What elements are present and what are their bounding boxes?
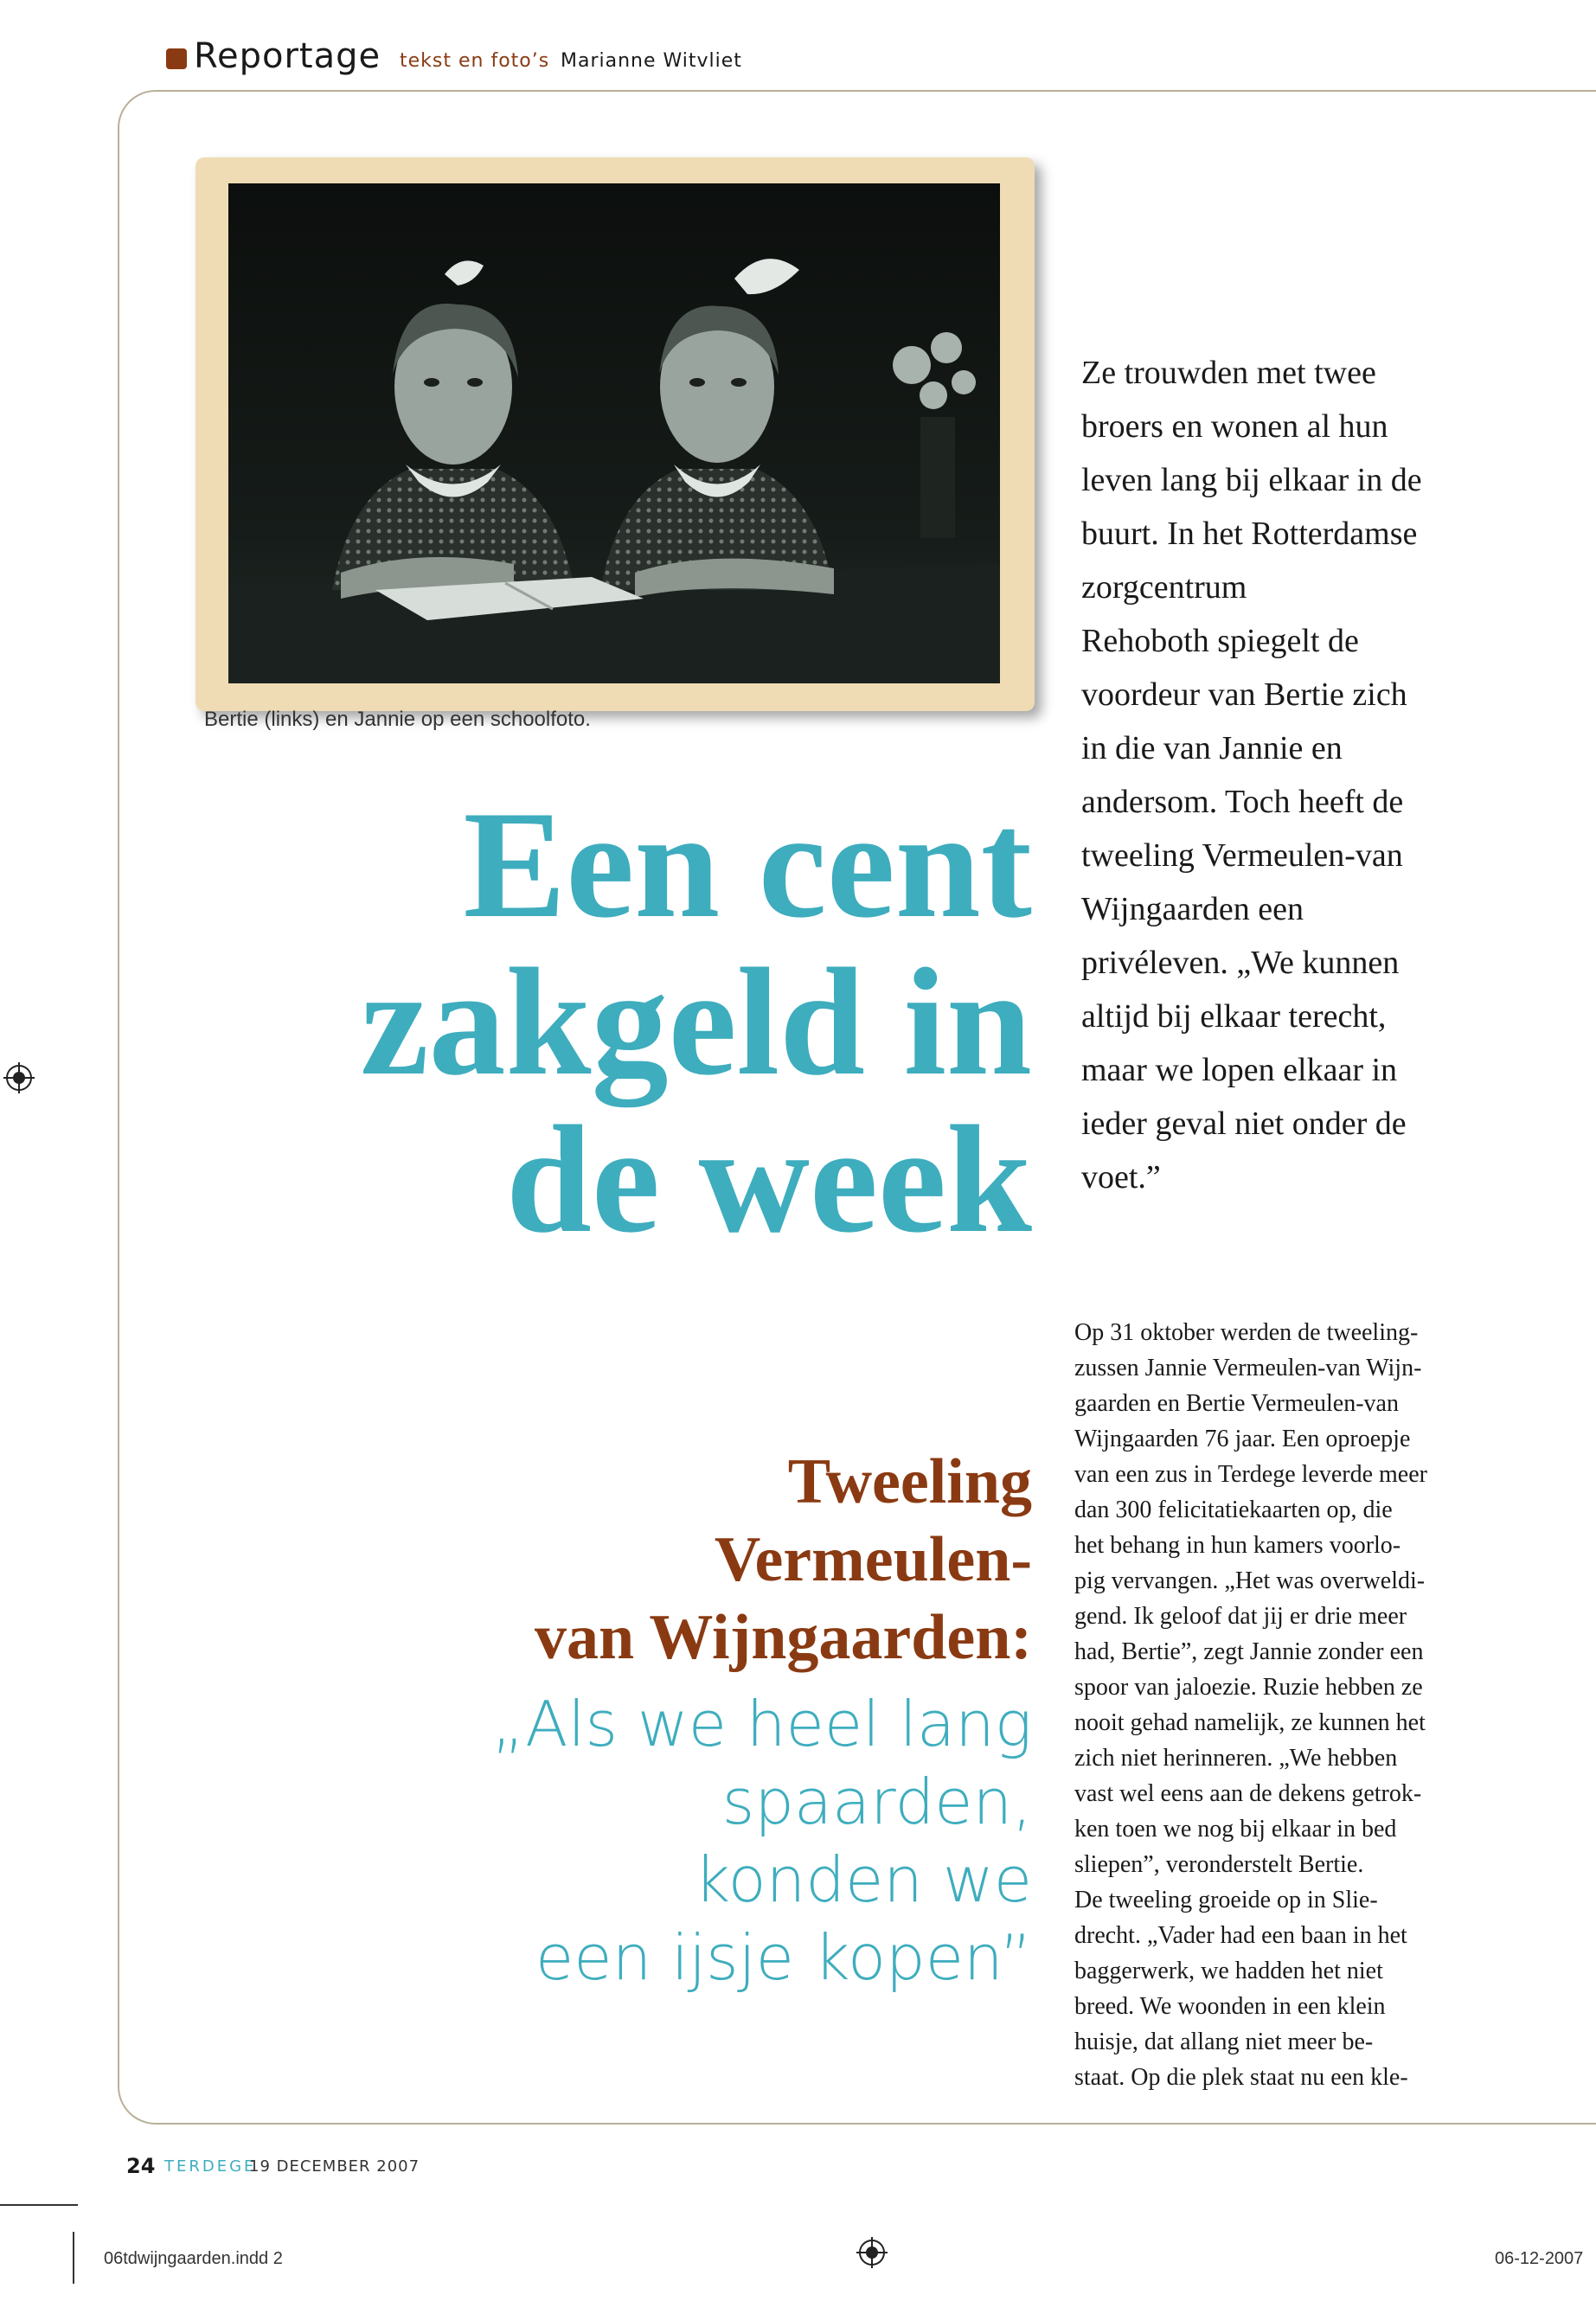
subtitle-line: Vermeulen-: [714, 1524, 1032, 1595]
body-paragraph: [1074, 1315, 1576, 2095]
intro-line: in die van Jannie en: [1081, 730, 1343, 766]
body-line: Op 31 oktober werden de tweeling-: [1074, 1319, 1419, 1346]
intro-line: broers en wonen al hun: [1081, 408, 1388, 445]
body-line: nooit gehad namelijk, ze kunnen het: [1074, 1709, 1426, 1736]
body-line: ken toen we nog bij elkaar in bed: [1074, 1816, 1397, 1843]
body-line: Wijngaarden 76 jaar. Een oproepje: [1074, 1426, 1411, 1452]
body-line: breed. We woonden in een klein: [1074, 1993, 1386, 2020]
credit-label: tekst en foto’s: [400, 50, 550, 72]
intro-line: Ze trouwden met twee: [1081, 355, 1376, 391]
title-line: zakgeld in: [360, 936, 1032, 1107]
credit-name: Marianne Witvliet: [561, 50, 742, 72]
quote-line: een ijsje kopen”: [535, 1921, 1032, 1994]
body-line: van een zus in Terdege leverde meer: [1074, 1461, 1427, 1488]
intro-line: voet.”: [1081, 1159, 1161, 1195]
body-line: spoor van jaloezie. Ruzie hebben ze: [1074, 1674, 1423, 1701]
intro-line: buurt. In het Rotterdamse: [1081, 516, 1418, 552]
body-line: drecht. „Vader had een baan in het: [1074, 1922, 1407, 1949]
body-line: gend. Ik geloof dat jij er drie meer: [1074, 1603, 1407, 1630]
intro-line: maar we lopen elkaar in: [1081, 1052, 1398, 1088]
title-line: de week: [505, 1093, 1032, 1265]
body-line: De tweeling groeide op in Slie-: [1074, 1887, 1378, 1913]
slug-date: 06-12-2007: [1495, 2249, 1584, 2268]
intro-line: leven lang bij elkaar in de: [1081, 462, 1422, 498]
body-line: zich niet herinneren. „We hebben: [1074, 1745, 1398, 1772]
title-line: Een cent: [463, 779, 1032, 950]
quote-line: konden we: [694, 1843, 1032, 1916]
school-photo: [195, 157, 1035, 711]
intro-line: altijd bij elkaar terecht,: [1081, 998, 1387, 1035]
intro-paragraph: [1081, 346, 1566, 1204]
quote-line: spaarden,: [721, 1766, 1032, 1838]
crop-mark: [73, 2232, 74, 2284]
subtitle-line: Tweeling: [787, 1446, 1032, 1517]
intro-line: ieder geval niet onder de: [1081, 1106, 1407, 1142]
intro-line: privéleven. „We kunnen: [1081, 945, 1400, 981]
intro-line: zorgcentrum: [1081, 569, 1247, 606]
school-photo-image: [228, 183, 1000, 683]
body-line: had, Bertie”, zegt Jannie zonder een: [1074, 1638, 1424, 1665]
intro-line: tweeling Vermeulen-van: [1081, 837, 1403, 874]
body-line: baggerwerk, we hadden het niet: [1074, 1958, 1383, 1984]
body-line: sliepen”, veronderstelt Bertie.: [1074, 1851, 1364, 1878]
quote-line: „Als we heel lang: [491, 1688, 1032, 1760]
issue-date: 19 DECEMBER 2007: [249, 2157, 420, 2176]
photo-caption: Bertie (links) en Jannie op een schoolfoto.: [204, 708, 591, 731]
intro-line: Wijngaarden een: [1081, 891, 1304, 927]
crop-mark: [0, 2204, 78, 2206]
pull-quote: [375, 1685, 1032, 1997]
magazine-name: TERDEGE: [164, 2157, 257, 2176]
body-line: zussen Jannie Vermeulen-van Wijn-: [1074, 1355, 1422, 1381]
subtitle-line: van Wijngaarden:: [535, 1602, 1032, 1673]
body-line: staat. Op die plek staat nu een kle-: [1074, 2064, 1408, 2091]
registration-mark-icon: [3, 1062, 35, 1093]
intro-line: voordeur van Bertie zich: [1081, 676, 1407, 713]
registration-mark-icon: [856, 2237, 888, 2268]
slug-filename: 06tdwijngaarden.indd 2: [104, 2249, 283, 2268]
section-label: Reportage: [194, 36, 381, 76]
body-line: dan 300 felicitatiekaarten op, die: [1074, 1497, 1393, 1523]
body-line: vast wel eens aan de dekens getrok-: [1074, 1780, 1422, 1807]
page-number: 24: [126, 2154, 156, 2178]
article-subtitle: [426, 1443, 1032, 1676]
body-line: gaarden en Bertie Vermeulen-van: [1074, 1390, 1399, 1417]
intro-line: andersom. Toch heeft de: [1081, 784, 1404, 820]
section-marker: [166, 48, 187, 69]
body-line: het behang in hun kamers voorlo-: [1074, 1532, 1401, 1559]
body-line: pig vervangen. „Het was overweldi-: [1074, 1567, 1426, 1594]
article-title: [167, 779, 1032, 1265]
intro-line: Rehoboth spiegelt de: [1081, 623, 1359, 659]
body-line: huisje, dat allang niet meer be-: [1074, 2029, 1374, 2055]
